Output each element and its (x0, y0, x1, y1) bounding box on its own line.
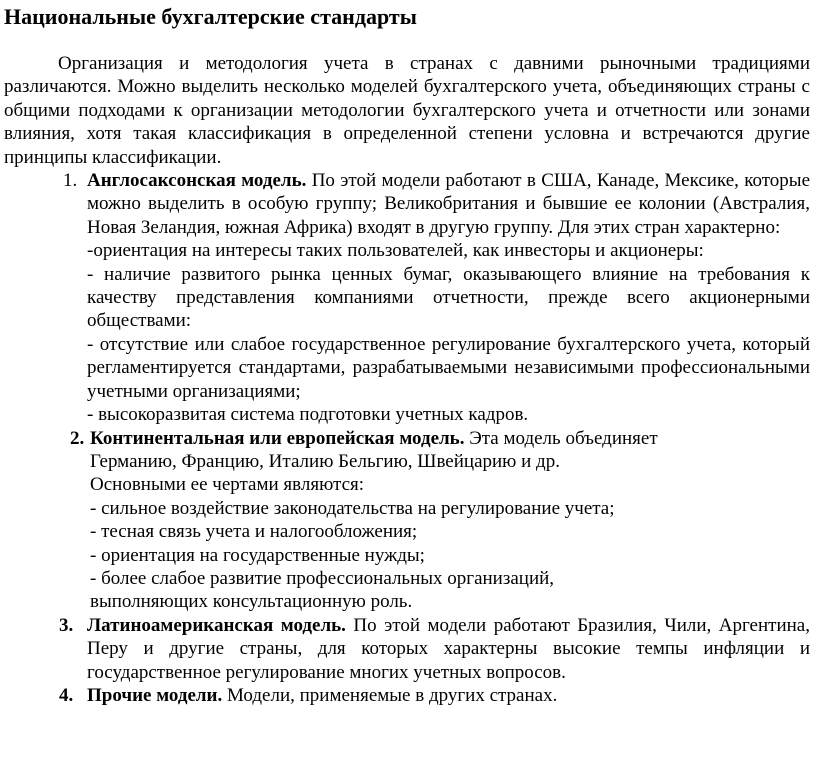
item-heading: Континентальная или европейская модель. (90, 427, 465, 449)
item-text: Эта модель объединяет (464, 427, 658, 449)
item-point: - сильное воздействие законодательства на регулирование учета; (90, 497, 615, 519)
item-heading: Англосаксонская модель. (87, 170, 307, 192)
document-title: Национальные бухгалтерские стандарты (4, 4, 417, 29)
item-paragraph (87, 614, 810, 684)
item-point: - высокоразвитая система подготовки учетных кадров. (87, 404, 529, 426)
item-subheading: Основными ее чертами являются: (90, 474, 365, 496)
item-heading: Латиноамериканская модель. (87, 614, 346, 636)
item-point: - наличие развитого рынка ценных бумаг, оказывающего влияние на требования к качеству представления компаниями отчетности, прежде всего акционерными обществами: (87, 263, 810, 332)
item-point: выполняющих консультационную роль. (90, 591, 413, 613)
item-text: По этой модели работают Бразилия, Чили, Аргентина, Перу и другие страны, для которых характерны высокие темпы инфляции и государственное регулирование многих учетных вопросов. (87, 614, 810, 683)
item-text: Модели, применяемые в других странах. (222, 684, 558, 706)
list-number: 3. (59, 614, 74, 636)
item-text: По этой модели работают в США, Канаде, Мексике, которые можно выделить в особую группу; Великобритания и бывшие ее колонии (Австралия, Новая Зеландия, южная Африка) входят в другую группу. Для этих стран характерно: (87, 170, 811, 238)
item-paragraph (90, 427, 810, 450)
list-number: 4. (59, 684, 74, 706)
item-point: - ориентация на государственные нужды; (90, 544, 425, 566)
list-number: 1. (63, 170, 78, 192)
item-text-line: Германию, Францию, Италию Бельгию, Швейцарию и др. (90, 450, 560, 472)
item-point: - тесная связь учета и налогообложения; (90, 521, 418, 543)
item-heading: Прочие модели. (87, 684, 223, 706)
item-point: - более слабое развитие профессиональных организаций, (90, 567, 555, 589)
list-item-latin-american (59, 614, 810, 684)
item-paragraph (87, 684, 810, 707)
list-item-other (59, 684, 810, 707)
list-number: 2. (70, 427, 85, 449)
item-paragraph (87, 169, 810, 239)
intro-paragraph: Организация и методология учета в странах с давними рыночными традициями различаются. Можно выделить несколько моделей бухгалтерского учета, объединяющих страны с общими подходами к организации методологии бухгалтерского учета и отчетности или зонами влияния, хотя такая классификация в определенной степени условна и встречаются другие принципы классификации. (4, 53, 810, 168)
list-item-continental (70, 427, 810, 614)
item-point: - отсутствие или слабое государственное регулирование бухгалтерского учета, который регламентируется стандартами, разрабатываемыми независимыми профессиональными учетными организациями; (87, 333, 810, 402)
list-item-anglo-saxon (63, 169, 811, 426)
item-point: -ориентация на интересы таких пользователей, как инвесторы и акционеры: (87, 240, 704, 262)
